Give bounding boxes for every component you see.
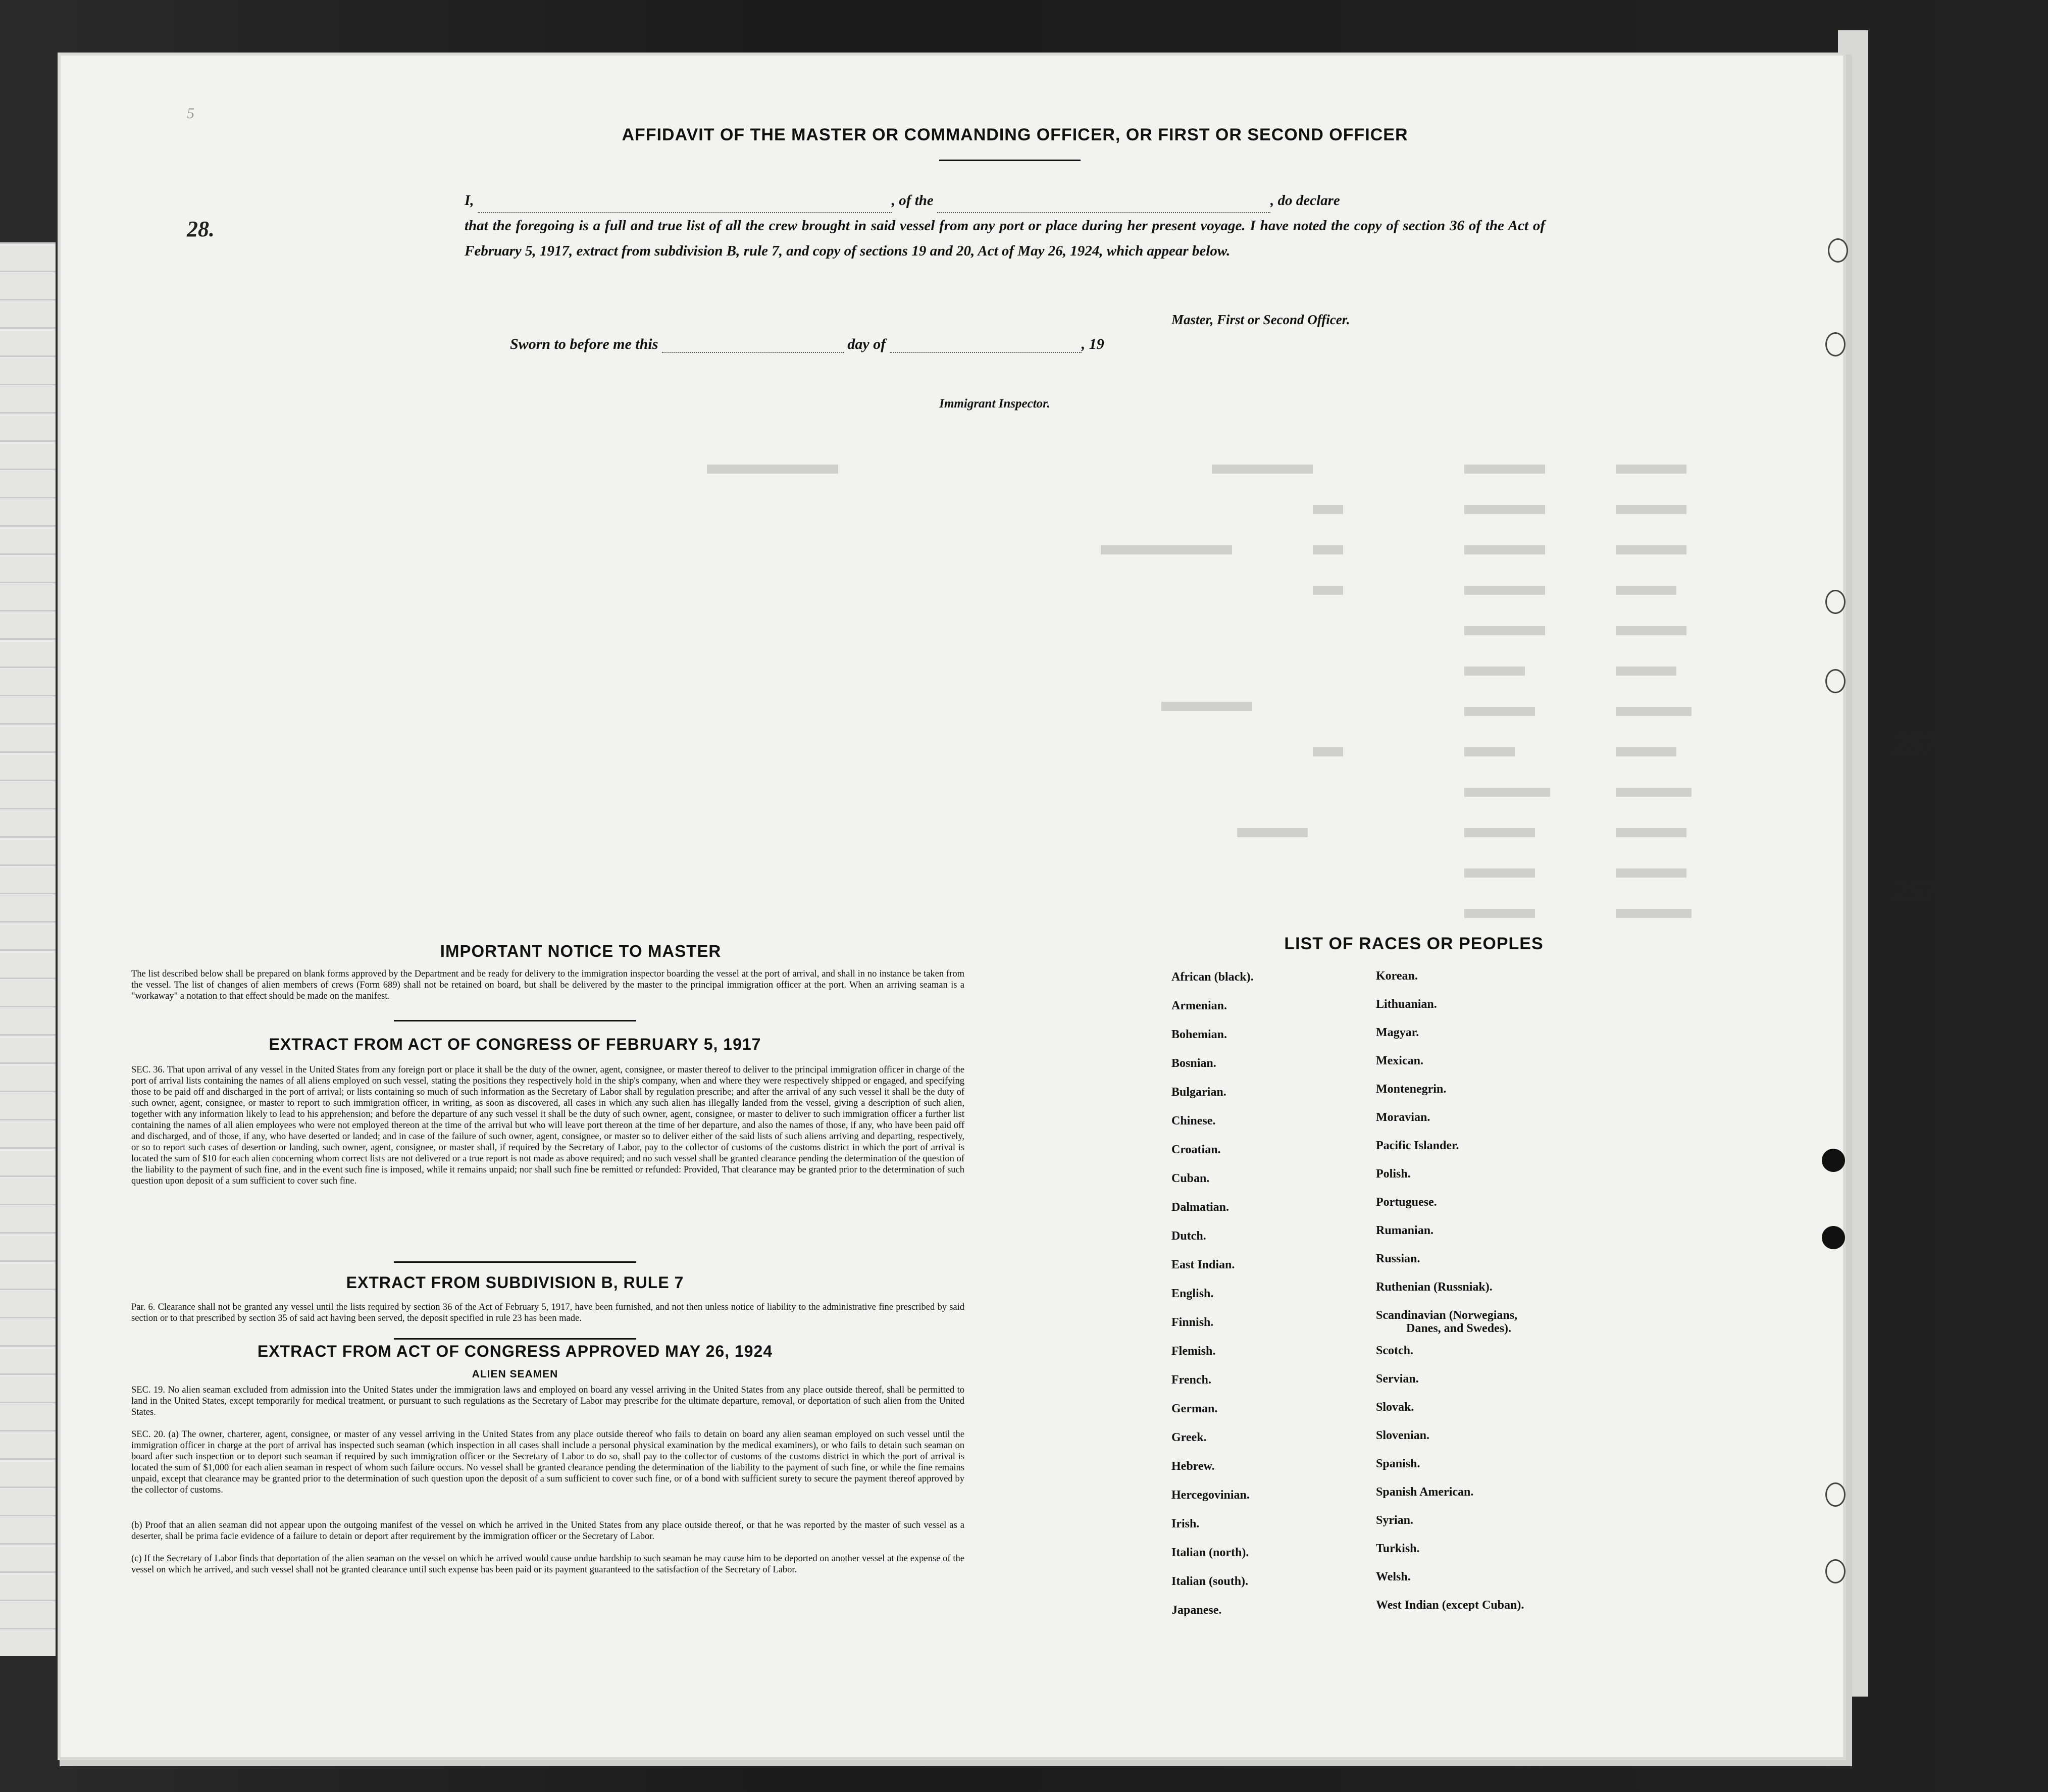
sworn-line: [510, 336, 1104, 353]
race-item: Flemish.: [1171, 1345, 1216, 1358]
race-item: Dalmatian.: [1171, 1201, 1229, 1214]
sec20c-text: (c) If the Secretary of Labor finds that deportation of the alien seaman on the vessel on which he arrived would cause undue hardship to such seaman he may cause him to be deported on another vessel at the expense of the vessel on which he arrived, and such vessel shall not be granted clearance until such expense has been paid or its payment guaranteed to the satisfaction of the Secretary of Labor.: [131, 1554, 964, 1575]
extract-1917-rule: [394, 1261, 636, 1263]
binder-hole-icon: [1825, 1559, 1846, 1583]
race-item: Lithuanian.: [1376, 998, 1437, 1011]
sworn-year: , 19: [1081, 336, 1104, 352]
race-item: Welsh.: [1376, 1570, 1411, 1583]
race-item: Mexican.: [1376, 1054, 1423, 1067]
race-item: Greek.: [1171, 1431, 1207, 1444]
notice-rule: [394, 1020, 636, 1021]
declaration-do-declare: , do declare: [1270, 192, 1340, 209]
bleed-through-rows: [151, 429, 1818, 934]
sec20a-text: SEC. 20. (a) The owner, charterer, agent, consignee, or master of any vessel arriving in the United States from any place outside thereof who fails to detain on board any alien seaman employed on such vessel until the immigration officer in charge at the port of arrival has inspected such seaman (which inspection in all cases shall include a personal physical examination by the medical examiners), or who fails to detain such seaman on board after such inspection or to deport such seaman if required by such immigration officer or the Secretary of Labor to do so, shall pay to the collector of customs of the customs district in which the port of arrival is located the sum of $1,000 for each alien seaman in respect of whom such failure occurs. No vessel shall be granted clearance pending the determination of the liability to the payment of such fine, or while the fine remains unpaid, except that clearance may be granted prior to the determination of such question upon the deposit of a sum sufficient to cover such fine, or of a bond with sufficient surety to secure the payment thereof approved by the collector of customs.: [131, 1429, 964, 1495]
sworn-day-blank[interactable]: [662, 352, 844, 353]
binder-hole-icon: [1825, 590, 1846, 614]
race-item: Armenian.: [1171, 999, 1227, 1012]
race-item: French.: [1171, 1373, 1211, 1387]
race-item: Japanese.: [1171, 1604, 1222, 1617]
race-item: Russian.: [1376, 1252, 1420, 1265]
race-item: Croatian.: [1171, 1143, 1221, 1156]
race-item: Turkish.: [1376, 1542, 1420, 1555]
race-item: Spanish American.: [1376, 1486, 1474, 1499]
race-item: Syrian.: [1376, 1514, 1414, 1527]
ruled-paper-edge: [0, 242, 56, 1656]
race-item: Spanish.: [1376, 1457, 1420, 1470]
race-item: Scotch.: [1376, 1344, 1413, 1357]
punch-mark-icon: [1822, 1149, 1845, 1172]
race-item: Cuban.: [1171, 1172, 1210, 1185]
extract-1917-text: SEC. 36. That upon arrival of any vessel in the United States from any foreign port or place it shall be the duty of the owner, agent, consignee, or master thereof to deliver to the principal immigration officer in charge of the port of arrival lists containing the names of all aliens employed on such vessel, stating the positions they respectively hold in the ship's company, when and where they were respectively shipped or engaged, and specifying those to be paid off and discharged in the port of arrival; or lists containing so much of such information as the Secretary of Labor shall by regulation prescribe; and after the arrival of any such vessel it shall be the duty of such owner, agent, consignee, or master to report to such immigration officer, in writing, as soon as discovered, all cases in which any such alien has illegally landed from the vessel, giving a description of such alien, together with any information likely to lead to his apprehension; and before the departure of any such vessel it shall be the duty of such owner, agent, consignee, or master to deliver to such immigration officer a further list containing the names of all alien employees who were not employed thereon at the time of the arrival but who will leave port thereon at the time of her departure, and also the names of those, if any, who have been paid off and discharged, and of those, if any, who have deserted or landed; and in case of the failure of such owner, agent, consignee, or master so to deliver either of the said lists of such aliens arriving and departing, respectively, or so to report such cases of desertion or landing, such owner, agent, consignee, or master shall, if required by the Secretary of Labor, pay to the collector of customs of the customs district in which the port of arrival is located the sum of $10 for each alien concerning whom correct lists are not delivered or a true report is not made as above required; and no such vessel shall be granted clearance pending the determination of the question of the liability to the payment of such fine, and in the event such fine is imposed, while it remains unpaid; nor shall such fine be remitted or refunded: Provided, That clearance may be granted prior to the determination of such question upon deposit of a sum sufficient to cover such fine.: [131, 1065, 964, 1186]
binder-hole-icon: [1828, 238, 1848, 263]
race-item: Chinese.: [1171, 1114, 1216, 1128]
race-item: Dutch.: [1171, 1230, 1206, 1243]
notice-title: IMPORTANT NOTICE TO MASTER: [440, 942, 722, 960]
race-item: Irish.: [1171, 1517, 1200, 1530]
race-item: Portuguese.: [1376, 1196, 1437, 1209]
document-page: [61, 56, 1937, 1757]
race-item: German.: [1171, 1402, 1218, 1415]
master-signature-label: Master, First or Second Officer.: [1171, 312, 1350, 327]
page-number-mark: 5: [187, 105, 194, 122]
race-item: Scandinavian (Norwegians,: [1376, 1309, 1518, 1322]
margin-number-mark: 28.: [187, 217, 215, 241]
sec20b-text: (b) Proof that an alien seaman did not appear upon the outgoing manifest of the vessel on which he arrived in the United States from any place outside thereof, or that he was reported by the master of such vessel as a deserter, shall be prima facie evidence of a failure to detain or deport after requirement by the immigration officer or the Secretary of Labor.: [131, 1520, 964, 1542]
binder-hole-icon: [1825, 332, 1846, 356]
race-item: Slovak.: [1376, 1401, 1414, 1414]
race-item: Italian (south).: [1171, 1575, 1249, 1588]
declaration-body: that the foregoing is a full and true list of all the crew brought in said vessel from any port or place during her present voyage. I have noted the copy of section 36 of the Act of February 5, 1917, extract from subdivision B, rule 7, and copy of sections 19 and 20, Act of May 26, 1924, which appear below.: [465, 218, 1545, 259]
extract-1924-title: EXTRACT FROM ACT OF CONGRESS APPROVED MAY 26, 1924: [257, 1342, 773, 1360]
notice-text: The list described below shall be prepared on blank forms approved by the Department and be ready for delivery to the immigration inspector boarding the vessel at the port of arrival, and shall in no instance be taken from the vessel. The list of changes of alien members of crews (Form 689) shall not be retained on board, but shall be delivered by the master to the principal immigration officer at the port. When an arriving seaman is a "workaway" a notation to that effect should be made on the manifest.: [131, 969, 964, 1001]
sec19-text: SEC. 19. No alien seaman excluded from admission into the United States under the immigration laws and employed on board any vessel arriving in the United States from any place outside thereof, shall be permitted to land in the United States, except temporarily for medical treatment, or pursuant to such regulations as the Secretary of Labor may prescribe for the ultimate departure, removal, or deportation of such alien from the United States.: [131, 1385, 964, 1417]
race-item: Magyar.: [1376, 1026, 1419, 1039]
races-title: LIST OF RACES OR PEOPLES: [1284, 934, 1544, 953]
race-item: Moravian.: [1376, 1111, 1430, 1124]
race-item: Servian.: [1376, 1372, 1419, 1386]
sworn-day-of: day of: [847, 336, 886, 352]
binder-hole-icon: [1825, 1482, 1846, 1507]
subdivision-rule: [394, 1338, 636, 1340]
race-item: Pacific Islander.: [1376, 1139, 1459, 1152]
race-item: Slovenian.: [1376, 1429, 1430, 1442]
margin-handwriting: 257: [1893, 728, 1937, 760]
race-item: Italian (north).: [1171, 1546, 1249, 1559]
subdivision-title: EXTRACT FROM SUBDIVISION B, RULE 7: [346, 1273, 684, 1292]
race-item: Finnish.: [1171, 1316, 1214, 1329]
race-item: Bohemian.: [1171, 1028, 1227, 1041]
race-item: Ruthenian (Russniak).: [1376, 1281, 1493, 1294]
race-item-continuation: Danes, and Swedes).: [1406, 1322, 1512, 1335]
extract-1917-title: EXTRACT FROM ACT OF CONGRESS OF FEBRUARY 5, 1917: [269, 1035, 761, 1053]
race-item: Montenegrin.: [1376, 1083, 1447, 1096]
alien-seamen-subtitle: ALIEN SEAMEN: [472, 1368, 558, 1380]
race-item: Hebrew.: [1171, 1460, 1215, 1473]
punch-mark-icon: [1822, 1226, 1845, 1249]
race-item: Korean.: [1376, 969, 1418, 983]
race-item: Polish.: [1376, 1167, 1411, 1181]
subdivision-text: Par. 6. Clearance shall not be granted any vessel until the lists required by section 36 of the Act of February 5, 1917, have been furnished, and not then unless notice of liability to the administrative fine prescribed by said section or to that prescribed by section 35 of said act having been served, the deposit specified in rule 23 has been made.: [131, 1302, 964, 1323]
declaration-i: I,: [465, 192, 474, 209]
race-item: Bulgarian.: [1171, 1086, 1226, 1099]
race-item: Hercegovinian.: [1171, 1489, 1250, 1502]
sworn-month-blank[interactable]: [890, 352, 1082, 353]
immigrant-inspector-label: Immigrant Inspector.: [939, 397, 1050, 411]
sworn-text: Sworn to before me this: [510, 336, 658, 352]
title-rule: [939, 160, 1081, 161]
race-item: African (black).: [1171, 970, 1254, 984]
binder-hole-icon: [1825, 669, 1846, 693]
margin-handwriting: 257: [1893, 874, 1937, 907]
race-item: Rumanian.: [1376, 1224, 1434, 1237]
race-item: East Indian.: [1171, 1258, 1235, 1271]
affidavit-declaration: [465, 188, 1545, 264]
declaration-line: [465, 188, 1545, 213]
race-item: English.: [1171, 1287, 1214, 1300]
race-item: Bosnian.: [1171, 1057, 1216, 1070]
affidavit-title: AFFIDAVIT OF THE MASTER OR COMMANDING OFFICER, OR FIRST OR SECOND OFFICER: [622, 125, 1408, 144]
declaration-of-the: , of the: [891, 192, 934, 209]
race-item: West Indian (except Cuban).: [1376, 1599, 1524, 1612]
